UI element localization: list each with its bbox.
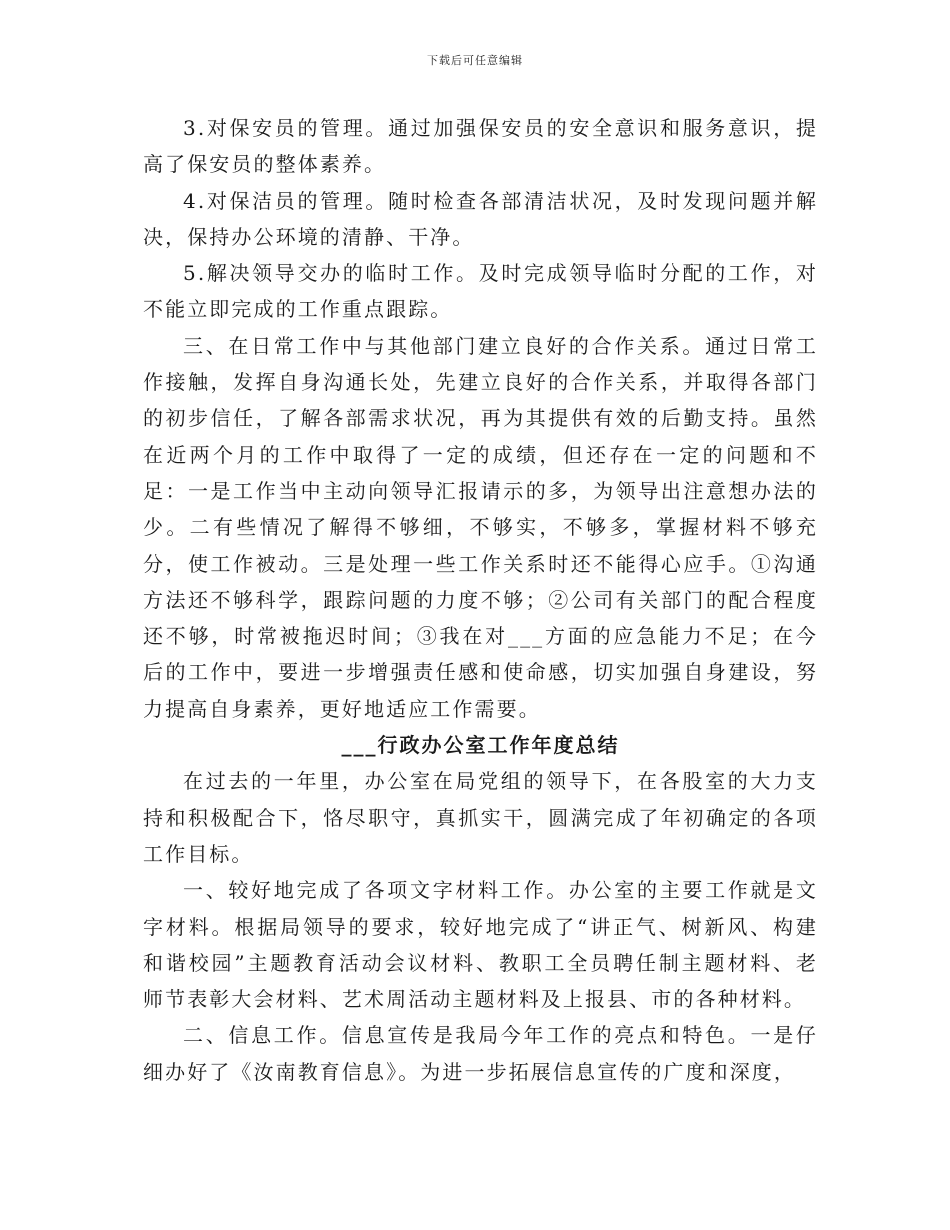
paragraph-cleaning-management: 4.对保洁员的管理。随时检查各部清洁状况，及时发现问题并解决，保持办公环境的清静、干净。: [143, 188, 818, 249]
paragraph-cooperation: 三、在日常工作中与其他部门建立良好的合作关系。通过日常工作接触，发挥自身沟通长处，先建立良好的合作关系，并取得各部门的初步信任，了解各部需求状况，再为其提供有效的后勤支持。虽然在近两个月的工作中取得了一定的成绩，但还存在一定的问题和不足：一是工作当中主动向领导汇报请示的多，为领导出注意想办法的少。二有些情况了解得不够细，不够实，不够多，掌握材料不够充分，使工作被动。三是处理一些工作关系时还不能得心应手。①沟通方法还不够科学，跟踪问题的力度不够；②公司有关部门的配合程度还不够，时常被拖迟时间；③我在对___方面的应急能力不足；在今后的工作中，要进一步增强责任感和使命感，切实加强自身建设，努力提高自身素养，更好地适应工作需要。: [143, 333, 818, 721]
section-title: ___行政办公室工作年度总结: [341, 733, 620, 758]
paragraph-text-materials: 一、较好地完成了各项文字材料工作。办公室的主要工作就是文字材料。根据局领导的要求，较好地完成了“讲正气、树新风、构建和谐校园”主题教育活动会议材料、教职工全员聘任制主题材料、老师节表彰大会材料、艺术周活动主题材料及上报县、市的各种材料。: [143, 878, 818, 1012]
document-body: [143, 110, 818, 1090]
paragraph-intro: 在过去的一年里，办公室在局党组的领导下，在各股室的大力支持和积极配合下，恪尽职守，真抓实干，圆满完成了年初确定的各项工作目标。: [143, 769, 818, 866]
paragraph-security-management: 3.对保安员的管理。通过加强保安员的安全意识和服务意识，提高了保安员的整体素养。: [143, 116, 818, 177]
paragraph-information-work: 二、信息工作。信息宣传是我局今年工作的亮点和特色。一是仔细办好了《汝南教育信息》。为进一步拓展信息宣传的广度和深度，: [143, 1023, 818, 1084]
paragraph-temporary-tasks: 5.解决领导交办的临时工作。及时完成领导临时分配的工作，对不能立即完成的工作重点跟踪。: [143, 261, 818, 322]
page-header: 下载后可任意编辑: [427, 54, 523, 67]
